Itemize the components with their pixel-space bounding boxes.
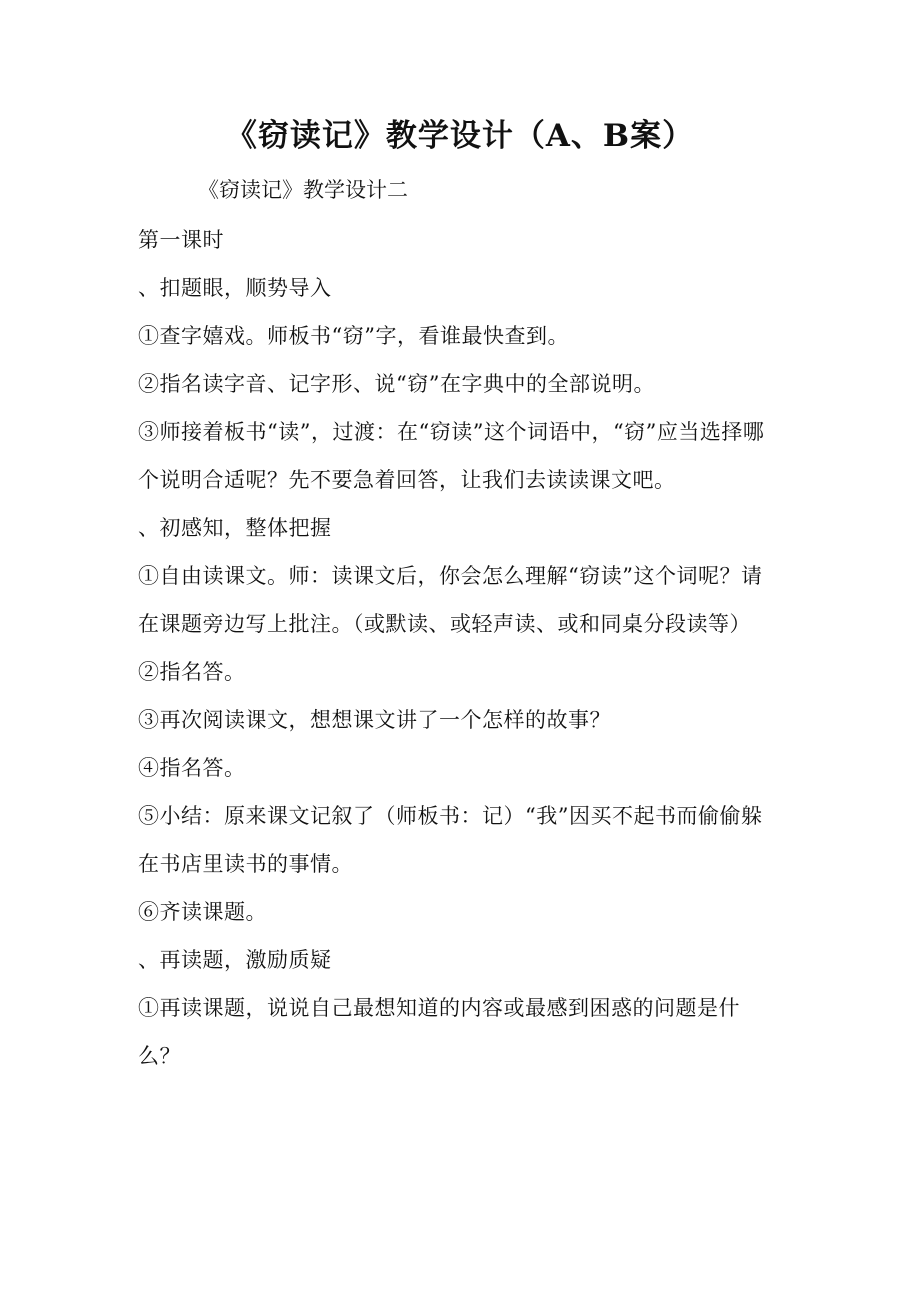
document-title: 《窃读记》教学设计（A、B案） (225, 118, 695, 154)
paragraph: ②指名读字音、记字形、说“窃”在字典中的全部说明。 (138, 372, 655, 396)
paragraph: ①查字嬉戏。师板书“窃”字，看谁最快查到。 (138, 324, 569, 348)
paragraph: ③再次阅读课文，想想课文讲了一个怎样的故事？ (138, 708, 611, 732)
section-heading: 、初感知，整体把握 (138, 516, 332, 540)
lesson-heading: 第一课时 (138, 228, 224, 252)
paragraph: ④指名答。 (138, 756, 246, 780)
paragraph: ⑥齐读课题。 (138, 900, 267, 924)
paragraph: ②指名答。 (138, 660, 246, 684)
paragraph: ⑤小结：原来课文记叙了（师板书：记）“我”因买不起书而偷偷躲在书店里读书的事情。 (138, 804, 763, 876)
paragraph: ①自由读课文。师：读课文后，你会怎么理解“窃读”这个词呢？请在课题旁边写上批注。（或默读、或轻声读、或和同桌分段读等） (138, 564, 763, 636)
document-body (138, 216, 766, 1080)
section-heading: 、再读题，激励质疑 (138, 948, 332, 972)
document-subtitle: 《窃读记》教学设计二 (198, 178, 408, 202)
paragraph: ③师接着板书“读”，过渡：在“窃读”这个词语中，“窃”应当选择哪个说明合适呢？先不要急着回答，让我们去读读课文吧。 (138, 420, 765, 492)
paragraph: ①再读课题，说说自己最想知道的内容或最感到困惑的问题是什么？ (138, 996, 740, 1068)
section-heading: 、扣题眼，顺势导入 (138, 276, 332, 300)
